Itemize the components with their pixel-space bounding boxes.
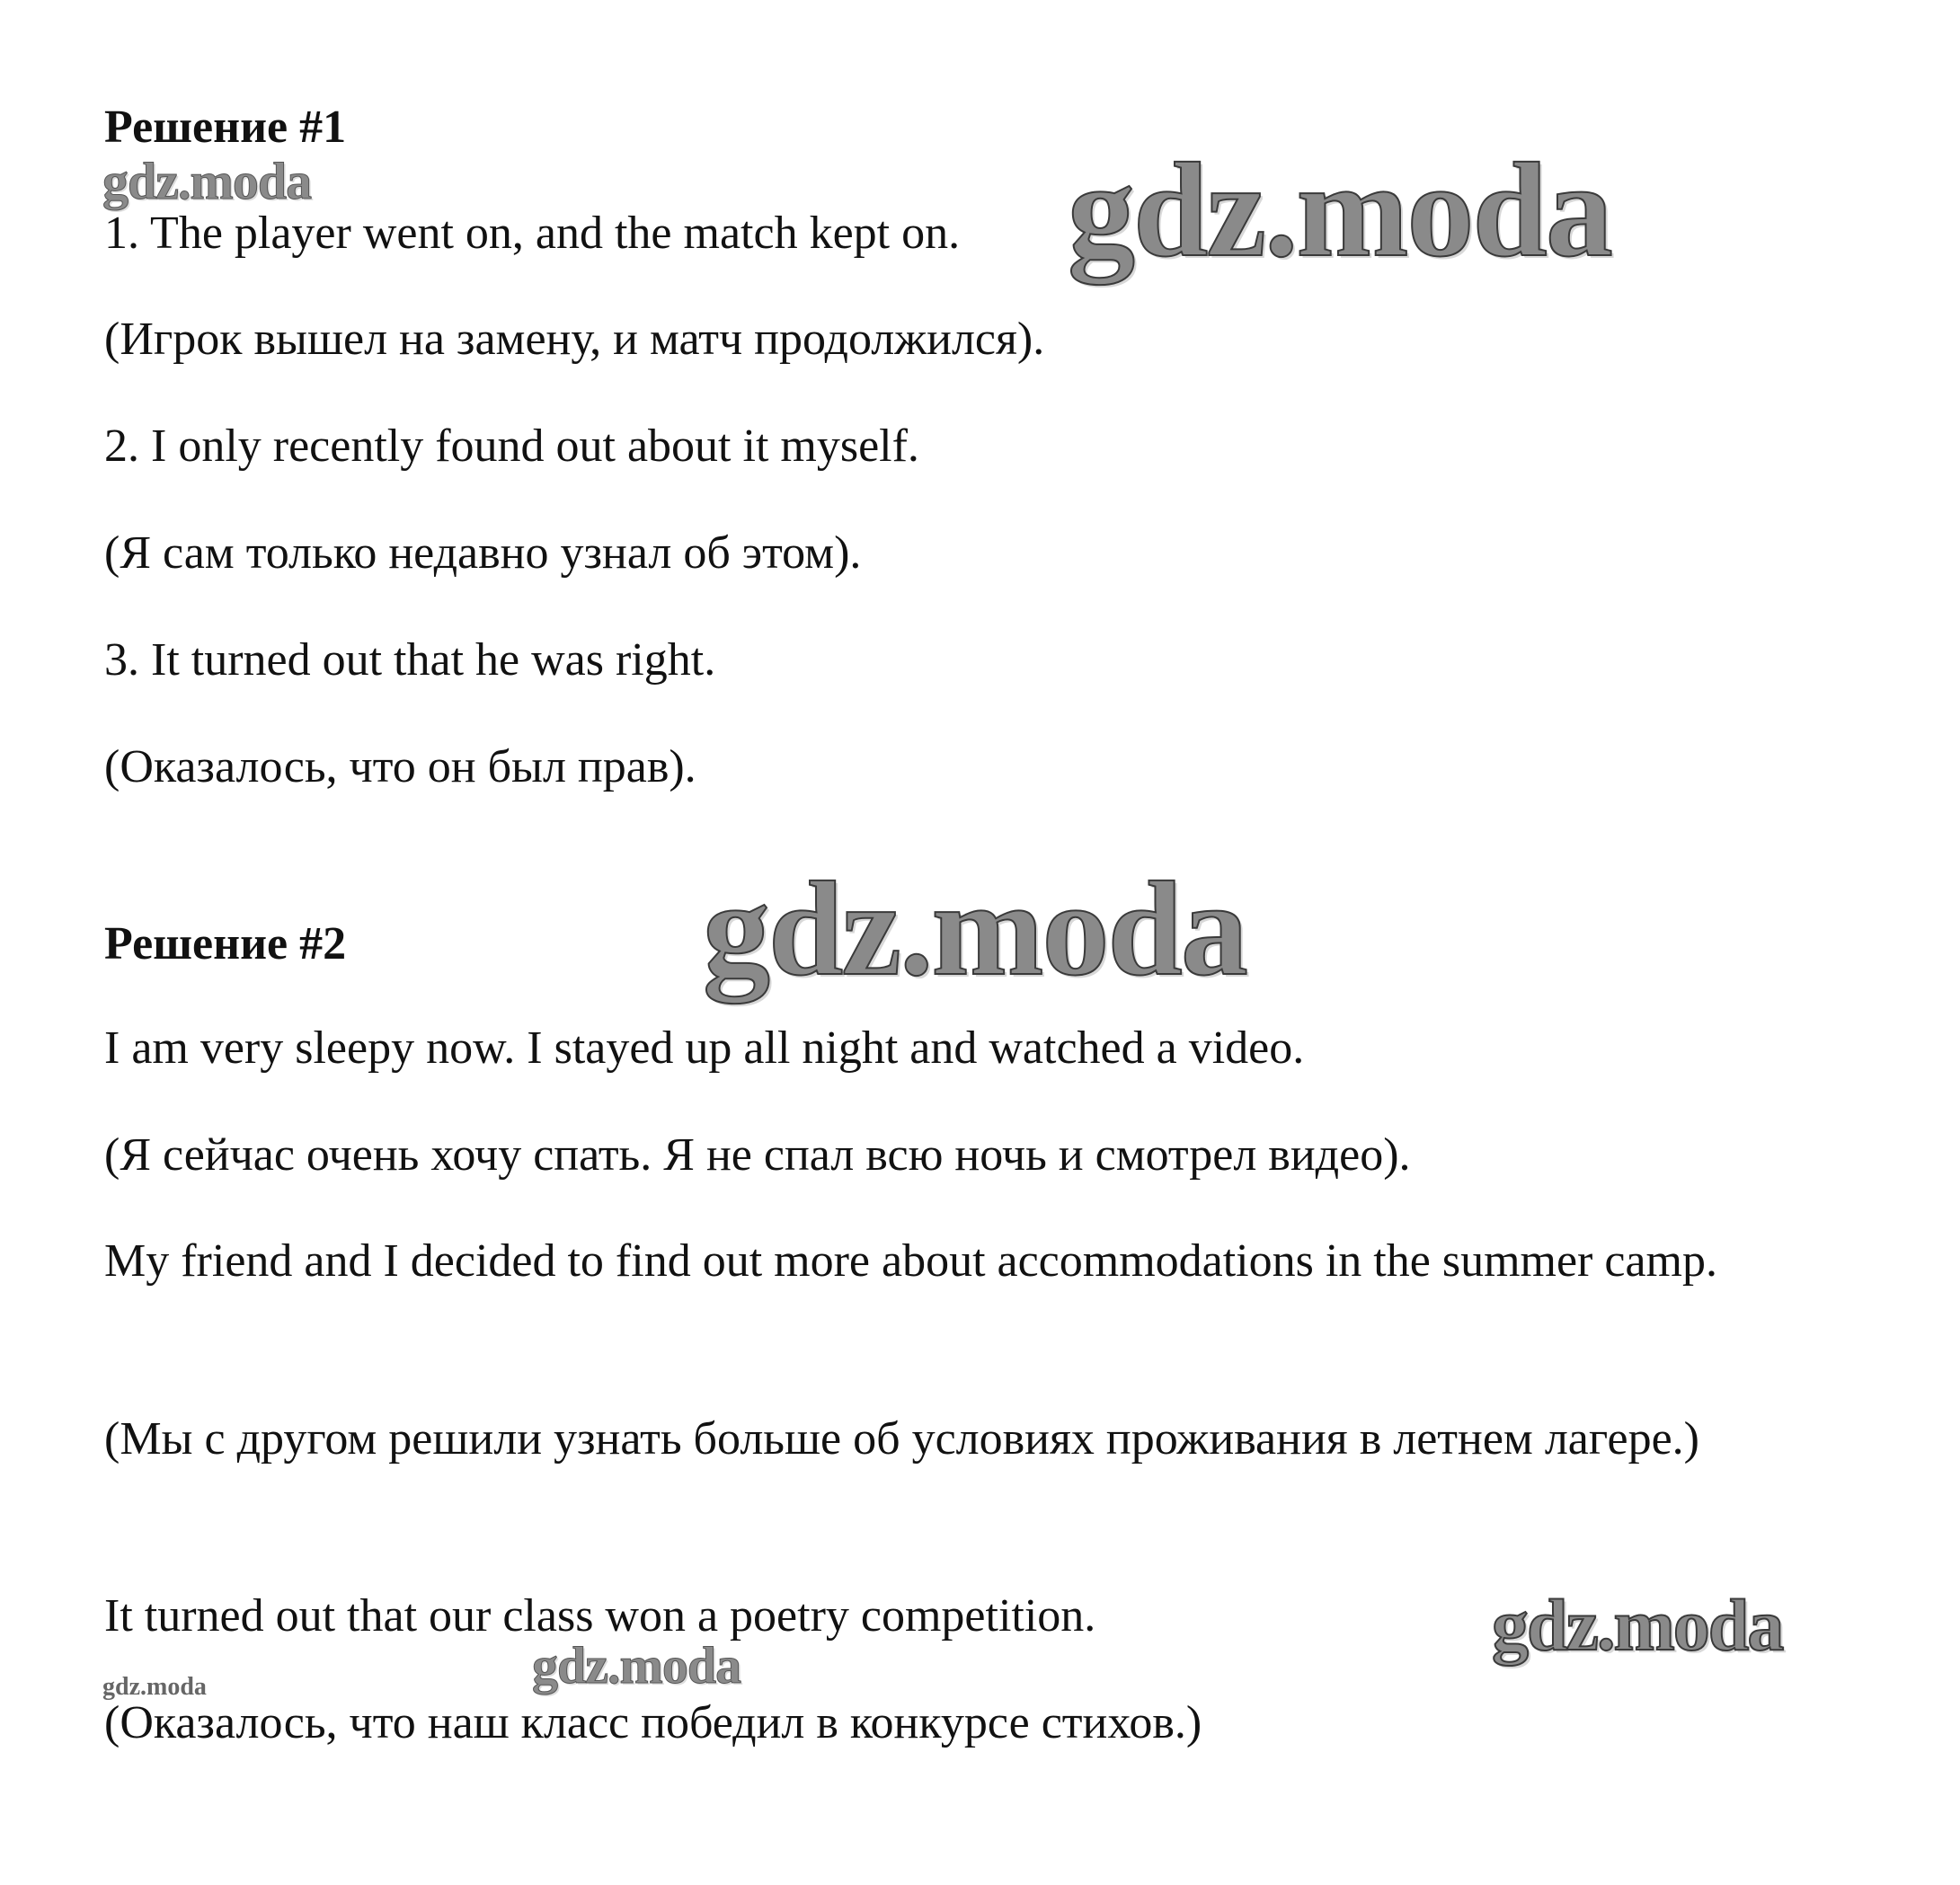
watermark-logo: gdz.moda (1068, 136, 1611, 285)
solution-1-translation-3: (Оказалось, что он был прав). (104, 741, 696, 792)
solution-2-heading: Решение #2 (104, 918, 347, 969)
solution-2-translation-3: (Оказалось, что наш класс победил в конкурсе стихов.) (104, 1697, 1202, 1748)
solution-2-translation-2: (Мы с другом решили узнать больше об условиях проживания в летнем лагере.) (104, 1413, 1699, 1465)
solution-1-sentence-1: 1. The player went on, and the match kept on. (104, 208, 961, 259)
watermark-logo: gdz.moda (102, 1673, 207, 1701)
watermark-logo: gdz.moda (1492, 1584, 1783, 1666)
solution-1-translation-2: (Я сам только недавно узнал об этом). (104, 527, 862, 579)
solution-2-sentence-1: I am very sleepy now. I stayed up all night and watched a video. (104, 1022, 1305, 1074)
solution-1-translation-1: (Игрок вышел на замену, и матч продолжился). (104, 314, 1045, 365)
watermark-logo: gdz.moda (102, 152, 312, 210)
solution-2-sentence-3: It turned out that our class won a poetry competition. (104, 1590, 1096, 1642)
solution-1-sentence-3: 3. It turned out that he was right. (104, 634, 716, 686)
solution-1-heading: Решение #1 (104, 102, 347, 153)
solution-2-sentence-2: My friend and I decided to find out more about accommodations in the summer camp. (104, 1235, 1717, 1287)
watermark-logo: gdz.moda (703, 854, 1246, 1004)
solution-1-sentence-2: 2. I only recently found out about it myself. (104, 420, 919, 472)
solution-2-translation-1: (Я сейчас очень хочу спать. Я не спал всю ночь и смотрел видео). (104, 1129, 1411, 1181)
watermark-logo: gdz.moda (532, 1636, 741, 1695)
